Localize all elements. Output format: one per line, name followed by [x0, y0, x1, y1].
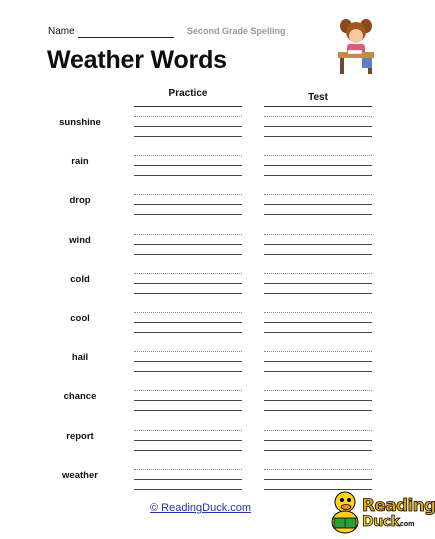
baseline-line	[134, 361, 242, 362]
name-write-line[interactable]	[78, 37, 174, 38]
baseline-line	[134, 440, 242, 441]
baseline-line	[134, 175, 242, 176]
dotted-guide-line	[264, 116, 372, 117]
dotted-guide-line	[264, 234, 372, 235]
practice-header-rule	[134, 106, 242, 107]
test-writing-lines[interactable]	[264, 430, 372, 460]
spelling-word: weather	[62, 469, 98, 481]
reading-duck-logo	[328, 488, 435, 534]
baseline-line	[264, 450, 372, 451]
baseline-line	[264, 136, 372, 137]
baseline-line	[264, 244, 372, 245]
baseline-line	[264, 175, 372, 176]
test-writing-lines[interactable]	[264, 273, 372, 303]
baseline-line	[134, 254, 242, 255]
test-column-header: Test	[308, 92, 328, 103]
practice-writing-lines[interactable]	[134, 430, 242, 460]
spelling-word: chance	[63, 391, 97, 403]
dotted-guide-line	[134, 312, 242, 313]
baseline-line	[264, 400, 372, 401]
dotted-guide-line	[134, 194, 242, 195]
practice-writing-lines[interactable]	[134, 351, 242, 381]
baseline-line	[134, 410, 242, 411]
practice-writing-lines[interactable]	[134, 234, 242, 264]
baseline-line	[264, 371, 372, 372]
baseline-line	[134, 332, 242, 333]
name-label: Name	[48, 26, 75, 37]
logo-text-reading: Reading	[362, 496, 435, 516]
baseline-line	[134, 126, 242, 127]
duck-mascot-icon	[328, 488, 362, 534]
page-title: Weather Words	[47, 46, 227, 74]
test-writing-lines[interactable]	[264, 155, 372, 185]
baseline-line	[134, 165, 242, 166]
dotted-guide-line	[264, 194, 372, 195]
dotted-guide-line	[134, 273, 242, 274]
practice-writing-lines[interactable]	[134, 469, 242, 499]
dotted-guide-line	[264, 469, 372, 470]
spelling-word: cold	[70, 273, 90, 285]
spelling-word: report	[66, 430, 94, 442]
baseline-line	[264, 283, 372, 284]
dotted-guide-line	[264, 351, 372, 352]
baseline-line	[134, 322, 242, 323]
spelling-word: hail	[71, 352, 89, 364]
baseline-line	[264, 126, 372, 127]
baseline-line	[264, 440, 372, 441]
spelling-word: rain	[71, 156, 89, 168]
dotted-guide-line	[134, 390, 242, 391]
dotted-guide-line	[134, 234, 242, 235]
grade-label: Second Grade Spelling	[187, 26, 286, 36]
dotted-guide-line	[264, 390, 372, 391]
baseline-line	[134, 244, 242, 245]
test-writing-lines[interactable]	[264, 312, 372, 342]
baseline-line	[264, 479, 372, 480]
baseline-line	[134, 450, 242, 451]
test-writing-lines[interactable]	[264, 234, 372, 264]
spelling-word: sunshine	[59, 117, 101, 128]
baseline-line	[134, 214, 242, 215]
baseline-line	[134, 204, 242, 205]
spelling-word: wind	[69, 234, 91, 246]
practice-writing-lines[interactable]	[134, 155, 242, 185]
spelling-word: cool	[70, 313, 90, 324]
baseline-line	[264, 204, 372, 205]
practice-writing-lines[interactable]	[134, 194, 242, 224]
logo-text-duck: Duck	[362, 514, 400, 530]
baseline-line	[264, 322, 372, 323]
baseline-line	[264, 361, 372, 362]
dotted-guide-line	[134, 469, 242, 470]
test-writing-lines[interactable]	[264, 116, 372, 146]
dotted-guide-line	[134, 351, 242, 352]
baseline-line	[134, 489, 242, 490]
baseline-line	[264, 214, 372, 215]
practice-writing-lines[interactable]	[134, 116, 242, 146]
logo-text-com: .com	[398, 521, 415, 528]
baseline-line	[264, 293, 372, 294]
practice-writing-lines[interactable]	[134, 273, 242, 303]
baseline-line	[264, 254, 372, 255]
baseline-line	[264, 165, 372, 166]
test-header-rule	[264, 106, 372, 107]
practice-writing-lines[interactable]	[134, 390, 242, 420]
practice-writing-lines[interactable]	[134, 312, 242, 342]
dotted-guide-line	[134, 116, 242, 117]
baseline-line	[134, 400, 242, 401]
dotted-guide-line	[134, 155, 242, 156]
dotted-guide-line	[264, 312, 372, 313]
dotted-guide-line	[134, 430, 242, 431]
spelling-word: drop	[69, 195, 91, 207]
dotted-guide-line	[264, 273, 372, 274]
baseline-line	[134, 136, 242, 137]
baseline-line	[134, 293, 242, 294]
test-writing-lines[interactable]	[264, 351, 372, 381]
baseline-line	[134, 479, 242, 480]
readingduck-link[interactable]: © ReadingDuck.com	[150, 502, 252, 514]
dotted-guide-line	[264, 155, 372, 156]
dotted-guide-line	[264, 430, 372, 431]
baseline-line	[134, 371, 242, 372]
girl-at-desk-illustration	[336, 14, 376, 76]
test-writing-lines[interactable]	[264, 390, 372, 420]
baseline-line	[264, 332, 372, 333]
baseline-line	[264, 410, 372, 411]
baseline-line	[134, 283, 242, 284]
practice-column-header: Practice	[168, 88, 208, 99]
test-writing-lines[interactable]	[264, 194, 372, 224]
